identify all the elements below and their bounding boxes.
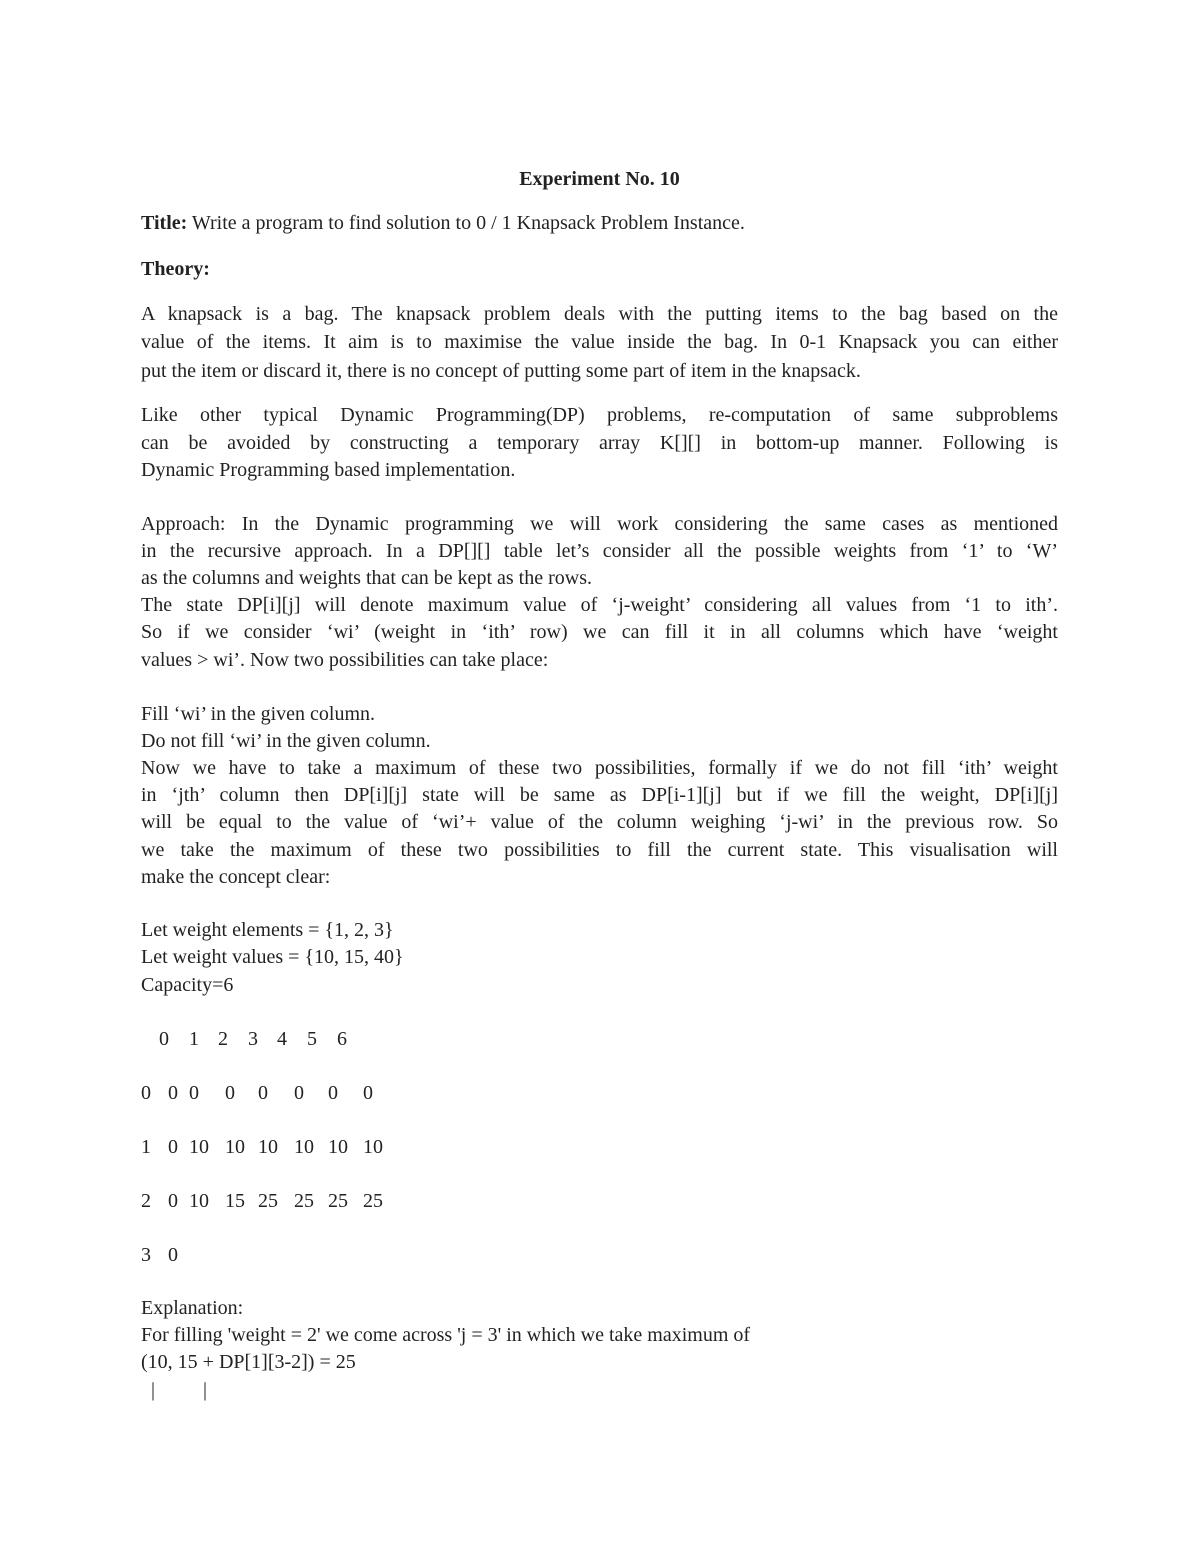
dp-cell: 10 [189,1190,209,1212]
dp-cell: 25 [258,1190,278,1212]
dp-cell: 10 [294,1136,314,1158]
possibility-line-1: Fill ‘wi’ in the given column. [141,703,376,725]
approach-line-1: Approach: In the Dynamic programming we will work considering the same cases as mentioned [141,513,1058,535]
example-capacity: Capacity=6 [141,974,234,996]
pipe-marker: | [151,1379,156,1401]
dp-cell: 0 [168,1244,178,1266]
dp-cell: 0 [363,1082,373,1104]
dp-header-cell: 4 [277,1028,287,1050]
dp-cell: 10 [189,1136,209,1158]
possibility-line-2: Do not fill ‘wi’ in the given column. [141,730,431,752]
dp-cell: 0 [168,1190,178,1212]
dp-cell: 25 [294,1190,314,1212]
dp-cell: 25 [363,1190,383,1212]
para2-line-2: can be avoided by constructing a temporary array K[][] in bottom-up manner. Following is [141,432,1058,454]
dp-cell: 2 [141,1190,151,1212]
possibility-line-3: Now we have to take a maximum of these two possibilities, formally if we do not fill ‘ith’ weight [141,757,1058,779]
para1-line-3: put the item or discard it, there is no concept of putting some part of item in the knapsack. [141,360,861,382]
para2-line-3: Dynamic Programming based implementation. [141,459,516,481]
dp-header-cell: 1 [189,1028,199,1050]
dp-header-cell: 0 [159,1028,169,1050]
explanation-line-2: (10, 15 + DP[1][3-2]) = 25 [141,1351,356,1373]
para2-line-1: Like other typical Dynamic Programming(DP) problems, re-computation of same subproblems [141,404,1058,426]
dp-cell: 0 [189,1082,199,1104]
approach-line-4: The state DP[i][j] will denote maximum value of ‘j-weight’ considering all values from ‘1 to ith’. [141,594,1058,616]
possibility-line-7: make the concept clear: [141,866,331,888]
para1-line-2: value of the items. It aim is to maximise the value inside the bag. In 0-1 Knapsack you can either [141,331,1058,353]
dp-cell: 0 [168,1136,178,1158]
title-line [141,211,745,235]
dp-cell: 0 [328,1082,338,1104]
example-values: Let weight values = {10, 15, 40} [141,946,404,968]
dp-cell: 25 [328,1190,348,1212]
explanation-line-1: For filling 'weight = 2' we come across 'j = 3' in which we take maximum of [141,1324,751,1346]
dp-cell: 3 [141,1244,151,1266]
dp-cell: 0 [258,1082,268,1104]
pipe-marker: | [203,1379,208,1401]
approach-line-5: So if we consider ‘wi’ (weight in ‘ith’ row) we can fill it in all columns which have ‘weight [141,621,1058,643]
possibility-line-4: in ‘jth’ column then DP[i][j] state will be same as DP[i-1][j] but if we fill the weight, DP[i][j] [141,784,1058,806]
dp-cell: 1 [141,1136,151,1158]
possibility-line-6: we take the maximum of these two possibilities to fill the current state. This visualisation will [141,839,1058,861]
dp-header-cell: 6 [337,1028,347,1050]
dp-header-cell: 2 [218,1028,228,1050]
dp-cell: 10 [363,1136,383,1158]
dp-cell: 10 [328,1136,348,1158]
explanation-heading: Explanation: [141,1297,244,1319]
possibility-line-5: will be equal to the value of ‘wi’+ value of the column weighing ‘j-wi’ in the previous row. So [141,811,1058,833]
example-weights: Let weight elements = {1, 2, 3} [141,919,394,941]
title-text: Write a program to find solution to 0 / 1 Knapsack Problem Instance. [187,212,745,234]
dp-cell: 0 [294,1082,304,1104]
approach-line-2: in the recursive approach. In a DP[][] table let’s consider all the possible weights from ‘1’ to ‘W’ [141,540,1058,562]
dp-cell: 0 [168,1082,178,1104]
document-page [141,0,1058,1553]
theory-heading: Theory: [141,258,210,280]
dp-cell: 0 [225,1082,235,1104]
dp-cell: 10 [258,1136,278,1158]
dp-cell: 0 [141,1082,151,1104]
dp-header-cell: 3 [248,1028,258,1050]
para1-line-1: A knapsack is a bag. The knapsack problem deals with the putting items to the bag based on the [141,303,1058,325]
title-label: Title: [141,212,188,234]
approach-line-3: as the columns and weights that can be kept as the rows. [141,567,592,589]
dp-cell: 10 [225,1136,245,1158]
dp-cell: 15 [225,1190,245,1212]
approach-line-6: values > wi’. Now two possibilities can take place: [141,649,549,671]
dp-header-cell: 5 [307,1028,317,1050]
page-title: Experiment No. 10 [519,168,680,190]
